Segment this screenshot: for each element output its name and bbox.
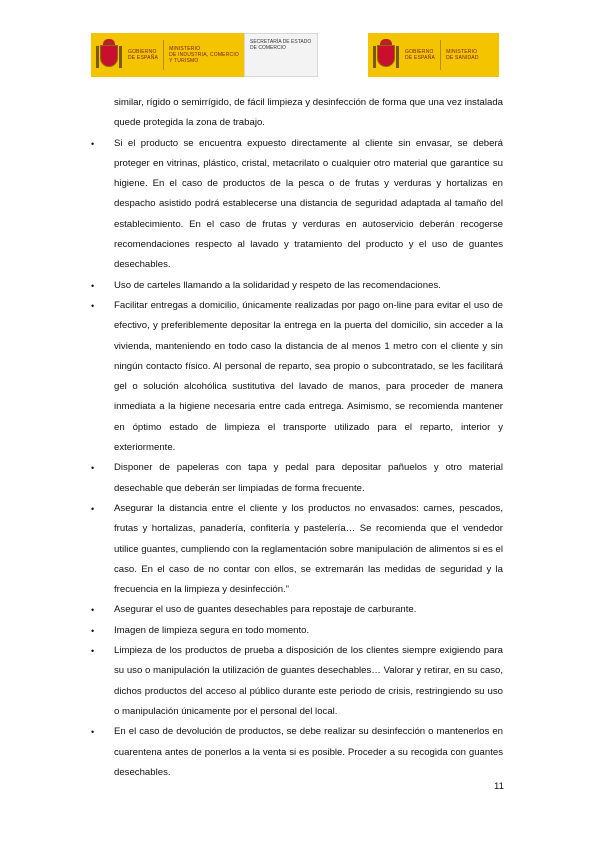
page-number: 11 [494,781,504,792]
list-item [90,458,503,499]
continuation-paragraph: similar, rígido o semirrígido, de fácil limpieza y desinfección de forma que una vez instalada quede protegida la zona de trabajo. [114,97,503,129]
list-item [90,134,503,276]
list-item-text: Facilitar entregas a domicilio, únicamente realizadas por pago on-line para evitar el uso de efectivo, y preferiblemente depositar la entrega en la puerta del domicilio, sin acceder a la vivienda, manteniendo en todo caso la distancia de al menos 1 metro con el cliente y sin ningún contacto físico. Al personal de reparto, sea propio o subcontratado, se les facilitará gel o solución alcohólica sustitutiva del lavado de manos, para proceder de manera inmediata a la higiene necesaria entre cada entrega. Asimismo, se recomienda mantener en óptimo estado de limpieza el transporte utilizado para el reparto, interior y exteriormente. [114,299,503,454]
logo-ministerio-sanidad [368,33,499,77]
logo-gobierno-label: GOBIERNO DE ESPAÑA [128,49,159,61]
list-item [90,499,503,600]
list-item-text: Si el producto se encuentra expuesto directamente al cliente sin envasar, se deberá proteger en vitrinas, plástico, cristal, metacrilato o cualquier otro material que garantice su higiene. En el caso de productos de la pesca o de frutas y verduras y hortalizas en despacho asistido podrá establecerse una distancia de seguridad adaptada al tamaño del establecimiento. En el caso de frutas y verduras en autoservicio deberán recogerse recomendaciones respecto al lavado y tratamiento del producto y el uso de guantes desechables. [114,137,503,271]
logo-gobierno-label: GOBIERNO DE ESPAÑA [405,49,436,61]
logo-ministerio-industria [91,33,244,77]
list-item-text: Asegurar el uso de guantes desechables para repostaje de carburante. [114,604,417,616]
bullet-icon: • [91,463,95,474]
bullet-list [90,134,503,784]
spain-coat-of-arms-icon [373,39,399,71]
bullet-icon: • [91,646,95,657]
list-item [90,276,503,296]
list-item-text: Disponer de papeleras con tapa y pedal para depositar pañuelos y otro material desechable que deberán ser limpiadas de forma frecuente. [114,462,503,494]
bullet-icon: • [91,727,95,738]
list-item [90,722,503,783]
logo-ministry-label: MINISTERIO DE SANIDAD [446,49,479,61]
list-item-text: En el caso de devolución de productos, se debe realizar su desinfección o mantenerlos en cuarentena antes de ponerlos a la venta si es posible. Proceder a su recogida con guantes desechables. [114,726,503,778]
spain-coat-of-arms-icon [96,39,122,71]
bullet-icon: • [91,605,95,616]
list-item-text: Limpieza de los productos de prueba a disposición de los clientes siempre exigiendo para su uso o manipulación la utilización de guantes desechables… Valorar y retirar, en su caso, dichos productos del acceso al público durante este periodo de crisis, restringiendo su uso o manipulación únicamente por el personal del local. [114,645,503,717]
document-header [0,33,596,79]
list-item-text: Imagen de limpieza segura en todo momento. [114,624,310,636]
logo-secretaria-comercio [244,33,318,77]
bullet-icon: • [91,625,95,636]
bullet-icon: • [91,503,95,514]
bullet-icon: • [91,138,95,149]
logo-secretary-label: SECRETARÍA DE ESTADO DE COMERCIO [250,39,312,51]
bullet-icon: • [91,280,95,291]
logo-divider [440,40,441,70]
list-item [90,296,503,458]
list-item-text: Uso de carteles llamando a la solidaridad y respeto de las recomendaciones. [114,279,441,291]
list-item [90,600,503,620]
list-item [90,641,503,722]
list-item [90,621,503,641]
document-body [90,93,503,783]
bullet-icon: • [91,300,95,311]
logo-ministry-label: MINISTERIO DE INDUSTRIA, COMERCIO Y TURISMO [169,46,240,64]
list-item-text: Asegurar la distancia entre el cliente y los productos no envasados: carnes, pescados, frutas y hortalizas, panadería, confitería y pastelería… Se recomienda que el vendedor utilice guantes, cumpliendo con la reglamentación sobre manipulación de alimentos si es el caso. En el caso de no contar con ellos, se extremarán las medidas de seguridad y la frecuencia en la limpieza y desinfección.” [114,502,503,596]
logo-divider [163,40,164,70]
